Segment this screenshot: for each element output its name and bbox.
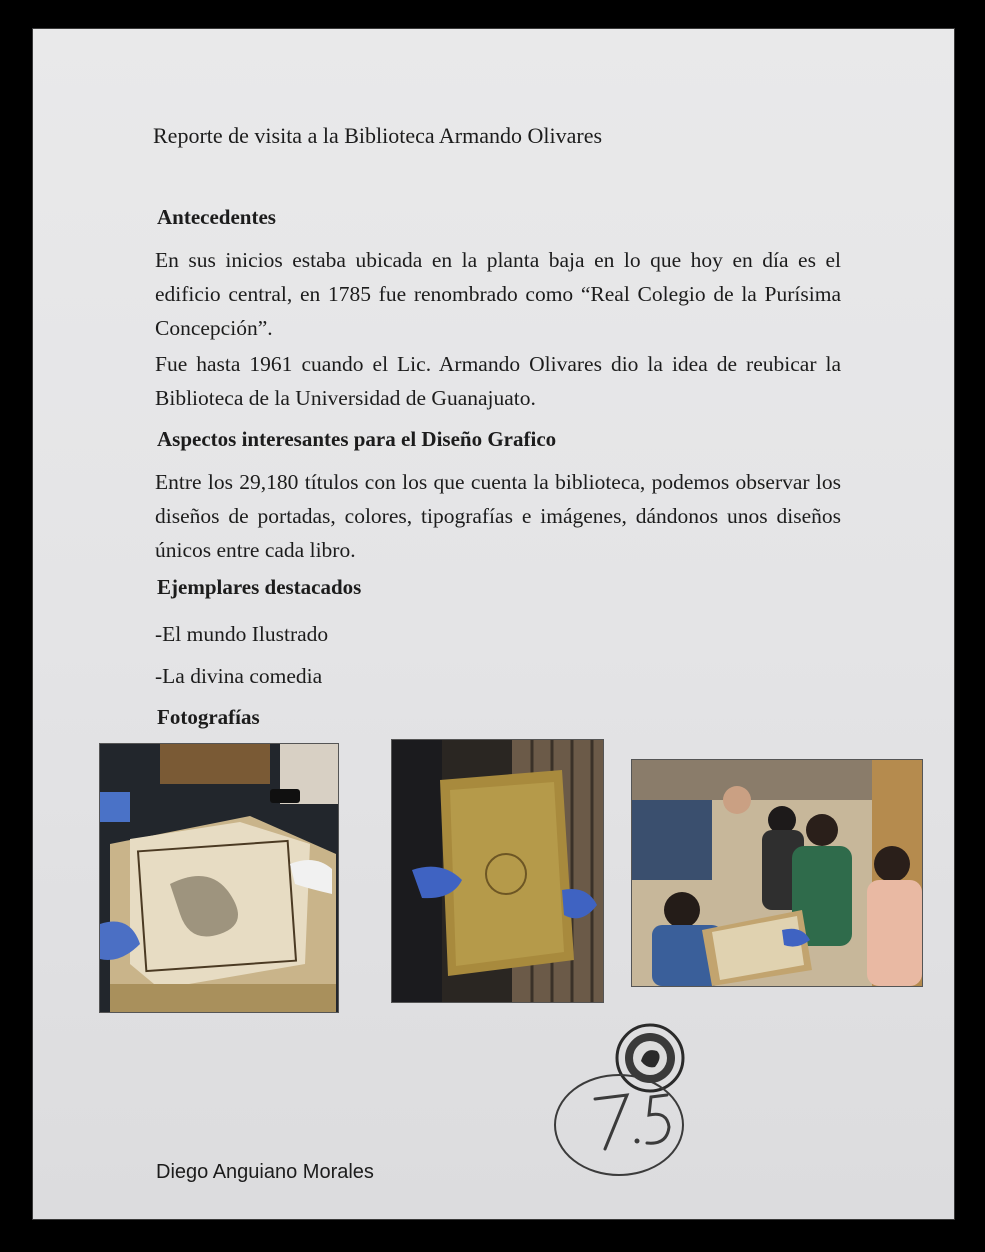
photo-open-atlas xyxy=(99,743,339,1013)
photo-students-group xyxy=(631,759,923,987)
heading-fotografias: Fotografías xyxy=(157,705,260,729)
document-page xyxy=(32,28,955,1220)
author-name: Diego Anguiano Morales xyxy=(156,1161,374,1183)
paragraph-antecedentes-1: En sus inicios estaba ubicada en la planta baja en lo que hoy en día es el edificio central, en 1785 fue renombrado como “Real Colegio de la Purísima Concepción”. xyxy=(155,248,841,340)
heading-antecedentes: Antecedentes xyxy=(157,205,276,229)
report-title: Reporte de visita a la Biblioteca Armando Olivares xyxy=(153,123,603,148)
photo-book-cover xyxy=(391,739,604,1003)
handwritten-grade-icon xyxy=(551,1069,691,1179)
paragraph-antecedentes-2: Fue hasta 1961 cuando el Lic. Armando Olivares dio la idea de reubicar la Biblioteca de la Universidad de Guanajuato. xyxy=(155,352,841,410)
heading-ejemplares: Ejemplares destacados xyxy=(157,575,362,599)
list-item-divina-comedia: -La divina comedia xyxy=(155,664,323,688)
heading-aspectos: Aspectos interesantes para el Diseño Grafico xyxy=(157,427,557,451)
list-item-mundo-ilustrado: -El mundo Ilustrado xyxy=(155,622,329,646)
paragraph-aspectos: Entre los 29,180 títulos con los que cuenta la biblioteca, podemos observar los diseños de portadas, colores, tipografías e imágenes, dándonos unos diseños únicos entre cada libro. xyxy=(155,470,841,562)
